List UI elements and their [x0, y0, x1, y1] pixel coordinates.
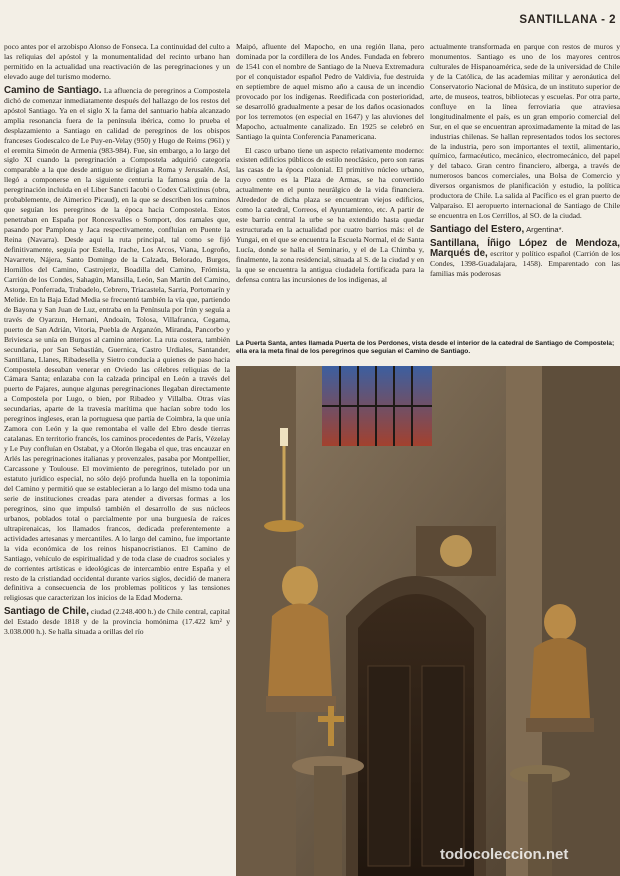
entry-text-santiago-de-chile: ciudad (2.248.400 h.) de Chile central, capital del Estado desde 1818 y de la provincia homónima (17.422 km² y 3.038.000 h.). Se halla situada a orillas del río [4, 607, 230, 637]
photo-caption: La Puerta Santa, antes llamada Puerta de los Perdones, vista desde el interior de la catedral de Santiago de Compostela; ella era la meta final de los peregrinos que seguían el Camino de Santiago. [236, 340, 615, 356]
paragraph-intro: poco antes por el arzobispo Alonso de Fonseca. La continuidad del culto a las reliquias del apóstol y la monumentalidad del recinto urbano han permitido en la actualidad una reactivación de las peregrinaciones y un elevado auge del turismo moderno. [4, 42, 230, 81]
paragraph-chile-culture: actualmente transformada en parque con restos de muros y monumentos. Santiago es uno de los mayores centros culturales de Hispanoamérica, sede de la universidad de Chile y de la Católica, de las academias militar y aeronáutica del Conservatorio Nacional de Música, de un instituto superior de arte, de museos, teatros, bibliotecas y escuelas. Por otra parte, confluye en la línea ferroviaria que atraviesa longitudinalmente el país, es un gran emporio comercial del Sur, en el que se encuentran aproximadamente la mitad de las industrias chilenas. Se hallan representados todos los sectores de la industria, pero son importantes el textil, alimentario, químico, farmacéutico, mecánico, electromecánico, del papel y del tabaco. Gran centro financiero, alberga, a través de numerosos bancos comerciales, una Bolsa de Comercio y diversos organismos de planificación y estudio, la política productora de Chile. La salida al Pacífico es el gran puerto de Valparaíso. El aeropuerto internacional de Santiago de Chile se encuentra en Los Cerrillos, al SO. de la ciudad. [430, 42, 620, 221]
watermark: todocoleccion.net [440, 846, 569, 863]
text-column-1 [4, 42, 230, 874]
entry-title-santiago-del-estero: Santiago del Estero, [430, 224, 525, 236]
stained-glass-window [322, 366, 432, 446]
paragraph-chile-urban: El casco urbano tiene un aspecto relativamente moderno: existen edificios públicos de estilo neoclásico, pero son raras las casas de la época colonial. El primitivo núcleo urbano, cuyo centro es la Plaza de Armas, se ha convertido actualmente en el punto neurálgico de la vida financiera. Alrededor de dicha plaza se encuentran viejos edificios, como la catedral, Correos, el Ayuntamiento, etc. A partir de este barrio central la urbe se ha extendido hasta quedar estructurada en la actualidad por cuatro barrios más: el de Yungai, en el que se encuentra la Escuela Normal, el de Santa Lucía, donde se halla el Seminario, y el de La Chimba y, finalmente, la zona residencial, situada al S. de la ciudad y en la que se encuentra la antigua ciudadela fortificada para la defensa contra las incursiones de los indígenas, al [236, 145, 424, 284]
text-column-3 [430, 42, 620, 324]
entry-title-camino-de-santiago: Camino de Santiago. [4, 84, 102, 96]
entry-text-camino-de-santiago: La afluencia de peregrinos a Compostela dichó de comenzar inmediatamente después del hallazgo de los restos del apóstol Santiago. Ya en el siglo X la fama del santuario había alcanzado amplia resonancia fuera de la península ibérica, como lo prueba el desplazamiento a Santiago en calidad de peregrinos de los obispos franceses Godescalco de Le Puy-en-Velay (950) y Hugo de Reims (961) y el eremita Simeón de Armenia (983-984). Fue, sin embargo, a lo largo del siglo XI cuando la peregrinación a Compostela adquirió categoría comparable a la que desde antiguo se dirigían a Roma y Jerusalén. Así, llegó a componerse en la siguiente centuria la famosa guía de la peregrinación incluida en el Liber Sancti Iacobi o Codex Calixtinus (obra, probablemente, de Aimerico Picaud), en la que se describen los caminos que seguían los peregrinos de la época hacia Compostela. Estos penetraban en España por Roncesvalles o Somport, dos ramales que, pasando por Pamplona y Jaca respectivamente, confluían en Puente la Reina (Navarra). Desde aquí la ruta principal, tal como se fijó definitivamente, seguía por Estella, Irache, Los Arcos, Viana, Logroño, Navarrete, Nájera, Santo Domingo de la Calzada, Belorado, Burgos, Hornillos del Camino, Castrojeriz, Boadilla del Camino, Frómista, Carrión de los Condes, Sahagún, Mansilla, León, San Martín del Camino, Astorga, Ponferrada, Trabadelo, Cebrero, Triacastela, Sarria, Portomarín y Melide. En la Baja Edad Media se frecuentó también la vía que, partiendo de Bayona y San Juan de Luz, entraba en la Península por Irún y seguía a través de Oyarzun, Hernani, Andoaín, Tolosa, Villafranca, Cegama, puerto de San Adrián, Vitoria, Puebla de Arganzón, Miranda, Pancorbo y Briviesca se unía en Burgos al camino anterior. La ruta costera, también secundaria, por San Sebastián, Guernica, Castro Urdiales, Santander, Santillana, Llanes, Ribadesella y Sietro conducía a quienes de paso hacia Compostela deseaban venerar en Oviedo las célebres reliquias de la Cámara Santa; enlazaba con la calzada principal en León a través del puerto de Pajares, aunque algunas peregrinaciones llegaban directamente a Compostela por Lugo, o bien, por Ribadeo y Villalba. Otras vías secundarias, aparte de la travesía marítima que hacían sobre todo los peregrinos ingleses, eran la portuguesa que partía de Coimbra, la que unía Zamora con León y la que remontaba el valle del Ebro desde tierras catalanas. En territorio francés, los caminos procedentes de París, Vézelay y Le Puy confluían en Ostabat, y a Olorón llegaba el que, tras encauzar en Arlés las peregrinaciones italianas y provenzales, pasaba por Montpellier, Carcassone y Toulouse. El movimiento de peregrinos, tutelado por un estatuto jurídico especial, no sólo dejó profunda huella en la toponimia del Camino y permitió que se establecieran a lo largo del mismo toda una serie de instituciones creadas para atender a diversas formas a los peregrinos, sino que impulsó también el desarrollo de sus núcleos urbanos, poblados total o parcialmente por una burguesía de raíces ultrapirenaicas, los llamados francos, dedicada preferentemente a actividades artesanas y mercantiles. A lo largo del camino, fue importante la vida económica de los reinos hispanocristianos. El Camino de Santiago, vehículo de espiritualidad y de toda clase de cuadros sociales y de corrientes artísticas e ideológicas de intercambio entre España y el resto de la cristiandad occidental durante varios siglos, decidió de manera definitiva a consecuencia de los problemas políticos y las tensiones religiosas que caracterizan los inicios de la Edad Moderna. [4, 85, 230, 603]
cathedral-photo [236, 366, 620, 876]
entry-subtitle-santiago-del-estero: Argentina*. [526, 225, 564, 235]
entry-title-santillana: Santillana, Íñigo López de Mendoza, Marqués de, [430, 238, 620, 260]
text-column-2 [236, 42, 424, 324]
running-head: SANTILLANA - 2 [519, 14, 616, 26]
cathedral-interior-illustration [236, 366, 620, 876]
entry-text-santillana: escritor y político español (Carrión de los Condes, 1398-Guadalajara, 1458). Emparentado con las familias más poderosas [430, 249, 620, 278]
entry-title-santiago-de-chile: Santiago de Chile, [4, 606, 89, 618]
paragraph-chile-history: Maipó, afluente del Mapocho, en una región llana, pero dominada por la cordillera de los Andes. Fundada en febrero de 1541 con el nombre de Santiago de la Nueva Extremadura por el conquistador español Pedro de Valdivia, fue destruida en septiembre de aquel mismo año a causa de un incendio provocado por los indígenas. Reedificada con posterioridad, se desarrolló gradualmente a pesar de los daños ocasionados por los terremotos (en especial en 1647) y las aluviones del Mapocho, actualmente canalizado. En 1925 se celebró en Santiago la quinta Conferencia Panamericana. [236, 42, 424, 141]
